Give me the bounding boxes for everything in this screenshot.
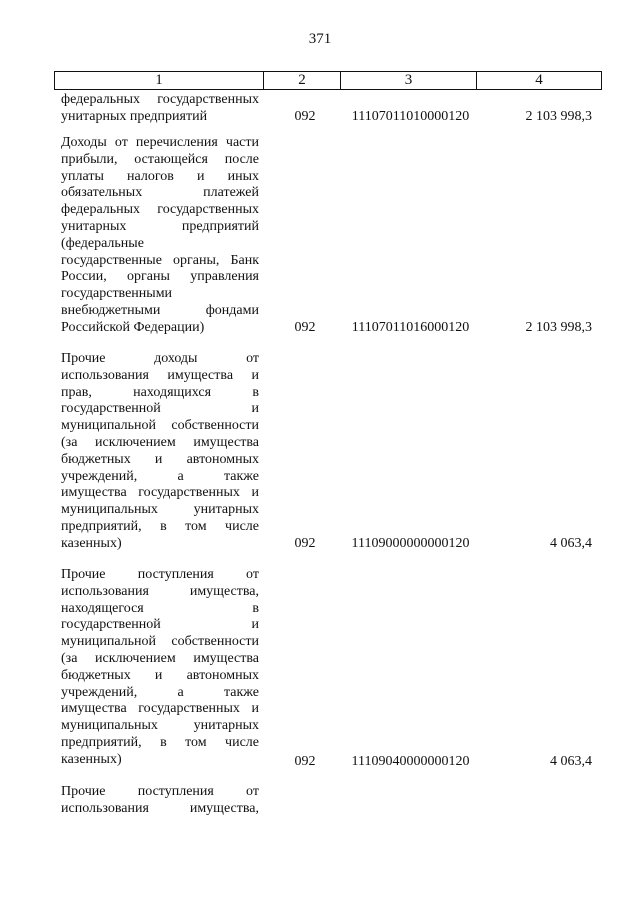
description-line: имущества государственных и bbox=[61, 485, 259, 501]
row-code: 092 bbox=[294, 536, 316, 551]
description-line: России, органы управления bbox=[61, 269, 259, 285]
description-line: Прочие поступления от bbox=[61, 784, 259, 799]
page-number: 371 bbox=[308, 31, 332, 47]
description-line: учреждений, а также bbox=[61, 684, 259, 700]
description-line: государственные органы, Банк bbox=[61, 252, 259, 268]
description-line: предприятий, в том числе bbox=[61, 518, 259, 534]
description-line: внебюджетными фондами bbox=[61, 302, 259, 318]
description-line: (федеральные bbox=[61, 235, 144, 251]
row-code: 092 bbox=[294, 320, 316, 335]
column-header-1: 1 bbox=[55, 72, 264, 89]
description-line: бюджетных и автономных bbox=[61, 667, 259, 683]
description-line: унитарных предприятий bbox=[61, 108, 208, 124]
description-line: муниципальных унитарных bbox=[61, 502, 259, 518]
row-amount: 2 103 998,3 bbox=[525, 320, 592, 335]
description-line: использования имущества, bbox=[61, 583, 259, 599]
row-code: 092 bbox=[294, 754, 316, 769]
description-line: находящегося в bbox=[61, 600, 259, 616]
row-amount: 2 103 998,3 bbox=[525, 109, 592, 124]
description-line: Доходы от перечисления части bbox=[61, 135, 259, 150]
table-header-row bbox=[54, 71, 602, 90]
description-line: предприятий, в том числе bbox=[61, 734, 259, 750]
description-line: бюджетных и автономных bbox=[61, 451, 259, 467]
description-line: казенных) bbox=[61, 751, 122, 767]
column-header-4: 4 bbox=[535, 72, 543, 88]
row-kbk: 11109040000000120 bbox=[351, 754, 470, 769]
description-line: прибыли, остающейся после bbox=[61, 151, 259, 167]
description-line: казенных) bbox=[61, 535, 122, 551]
row-description bbox=[61, 92, 259, 126]
description-line: имущества государственных и bbox=[61, 701, 259, 717]
column-header-3: 3 bbox=[341, 72, 477, 89]
description-line: государственной и bbox=[61, 617, 259, 633]
description-line: федеральных государственных bbox=[61, 92, 259, 107]
description-line: Российской Федерации) bbox=[61, 319, 205, 335]
description-line: муниципальной собственности bbox=[61, 634, 259, 650]
description-line: государственными bbox=[61, 286, 173, 302]
description-line: Прочие поступления от bbox=[61, 567, 259, 582]
description-line: (за исключением имущества bbox=[61, 650, 259, 666]
row-description bbox=[61, 784, 259, 818]
description-line: обязательных платежей bbox=[61, 185, 259, 201]
description-line: использования имущества, bbox=[61, 800, 259, 816]
description-line: государственной и bbox=[61, 401, 259, 417]
description-line: унитарных предприятий bbox=[61, 218, 259, 234]
row-kbk: 11107011016000120 bbox=[351, 320, 470, 335]
description-line: Прочие доходы от bbox=[61, 351, 259, 366]
row-kbk: 11109000000000120 bbox=[351, 536, 470, 551]
description-line: (за исключением имущества bbox=[61, 434, 259, 450]
description-line: учреждений, а также bbox=[61, 468, 259, 484]
row-amount: 4 063,4 bbox=[550, 536, 592, 551]
column-header-2: 2 bbox=[264, 72, 341, 89]
row-kbk: 11107011010000120 bbox=[351, 109, 470, 124]
description-line: уплаты налогов и иных bbox=[61, 168, 259, 184]
row-code: 092 bbox=[294, 109, 316, 124]
row-description bbox=[61, 567, 259, 769]
description-line: использования имущества и bbox=[61, 367, 259, 383]
description-line: муниципальных унитарных bbox=[61, 718, 259, 734]
row-amount: 4 063,4 bbox=[550, 754, 592, 769]
row-description bbox=[61, 351, 259, 553]
description-line: прав, находящихся в bbox=[61, 384, 259, 400]
row-description bbox=[61, 135, 259, 337]
description-line: муниципальной собственности bbox=[61, 418, 259, 434]
description-line: федеральных государственных bbox=[61, 202, 259, 218]
